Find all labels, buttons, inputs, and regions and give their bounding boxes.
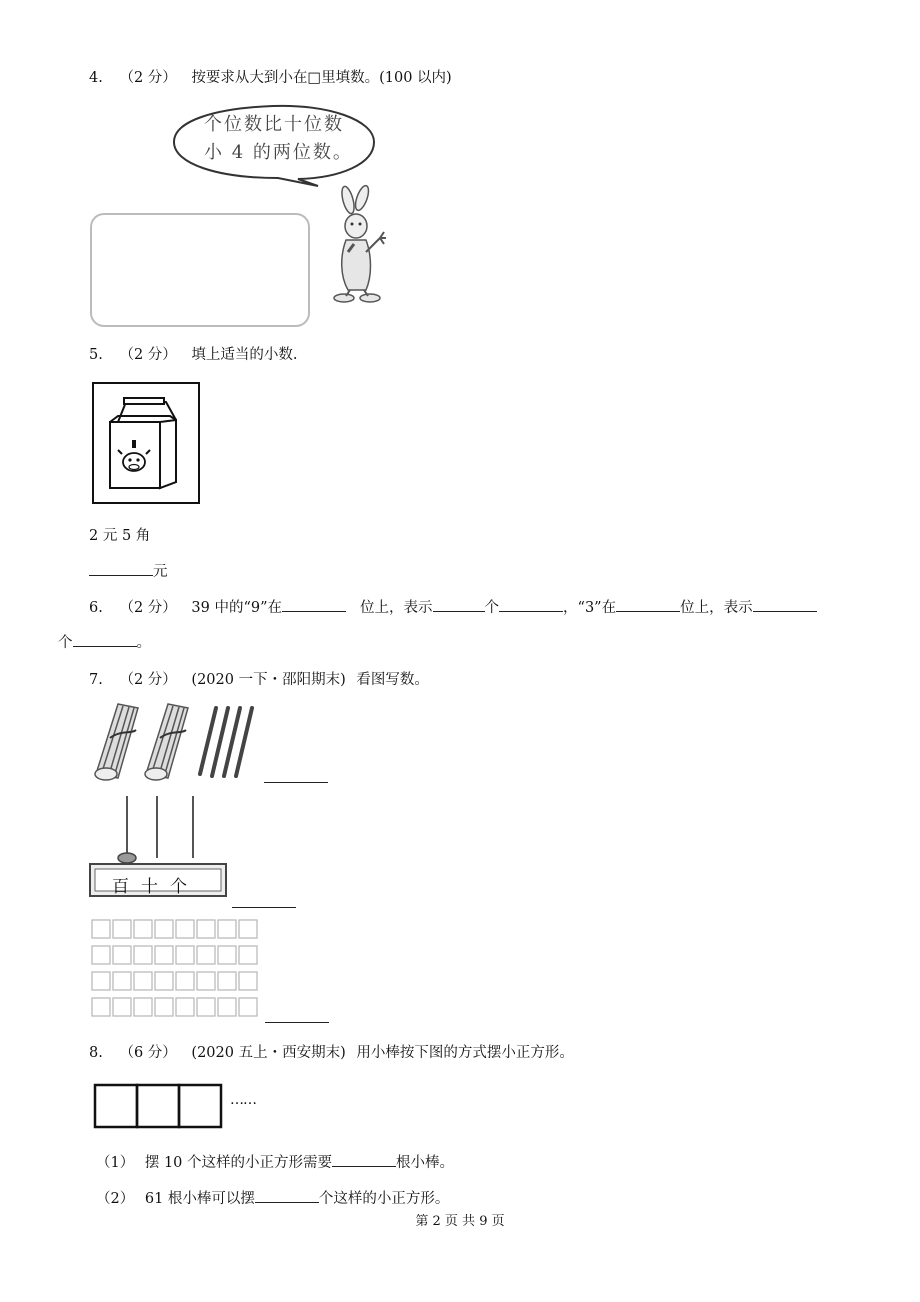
bubble-line-1: 个位数比十位数 [204,114,344,135]
q6-part-1: 39 中的“9”在 [191,600,283,616]
q6-blank-3[interactable] [499,597,563,612]
q5-header [89,343,298,364]
q4-header [89,66,452,87]
q8-number: 8. [89,1045,103,1061]
q6-part-3: 个 [484,600,500,616]
bubble-line-2: 小 4 的两位数。 [204,142,353,163]
q7-header [89,668,429,689]
q6-blank-6[interactable] [73,632,137,647]
q6-part-6: 个 [58,635,73,651]
q7-question-text: 看图写数。 [356,672,429,688]
q7-number: 7. [89,672,103,688]
q4-score: （2 分） [119,70,177,86]
stick-squares-icon [93,1083,229,1129]
q7-blank-1[interactable] [264,782,328,783]
milk-carton-icon [104,396,184,492]
q8-sub-2-text-a: 61 根小棒可以摆 [144,1191,255,1207]
q6-blank-2[interactable] [433,597,485,612]
q6-part-5: 位上，表示 [680,600,753,616]
q7-source: (2020 一下・邵阳期末) [191,672,346,688]
q5-question-text: 填上适当的小数. [191,347,298,363]
q6-part-2: 位上，表示 [360,600,433,616]
q7-blank-3[interactable] [265,1022,329,1023]
q8-sub-2-number: （2） [96,1191,135,1207]
q8-sub-1-text-b: 根小棒。 [396,1155,455,1171]
q5-unit: 元 [153,564,168,580]
page-footer: 第 2 页 共 9 页 [415,1214,505,1229]
q8-sub-2 [96,1187,449,1208]
q8-dots: …… [230,1092,256,1108]
q6-part-7: 。 [136,635,151,651]
q8-sub-1-text-a: 摆 10 个这样的小正方形需要 [144,1155,333,1171]
q8-blank-1[interactable] [332,1152,396,1167]
q5-answer [89,560,168,581]
abacus-labels [112,872,199,897]
square-grid-icon [90,918,262,1022]
q8-header [89,1041,574,1062]
q8-sub-1 [96,1151,454,1172]
rabbit-icon [330,186,390,310]
q4-question-text: 按要求从大到小在□里填数。(100 以内) [191,70,452,86]
abacus-label-tens: 十 [141,877,170,897]
q6-number: 6. [89,600,103,616]
q7-score: （2 分） [119,672,177,688]
abacus-label-hundreds: 百 [112,877,141,897]
q6-blank-4[interactable] [616,597,680,612]
q5-blank[interactable] [89,561,153,576]
q6-blank-1[interactable] [282,597,346,612]
stick-bundles-icon [92,700,267,782]
abacus-label-ones: 个 [170,877,199,897]
q8-sub-2-text-b: 个这样的小正方形。 [318,1191,450,1207]
q5-score: （2 分） [119,347,177,363]
q8-score: （6 分） [119,1045,177,1061]
q7-blank-2[interactable] [232,907,296,908]
q8-blank-2[interactable] [255,1188,319,1203]
q5-price: 2 元 5 角 [89,528,151,544]
q8-question-text: 用小棒按下图的方式摆小正方形。 [356,1045,574,1061]
q6-part-4: ，“3”在 [563,600,617,616]
q4-answer-box[interactable] [90,213,310,327]
q8-source: (2020 五上・西安期末) [191,1045,346,1061]
q4-number: 4. [89,70,103,86]
q5-number: 5. [89,347,103,363]
q6-blank-5[interactable] [753,597,817,612]
q8-sub-1-number: （1） [96,1155,135,1171]
q6-score: （2 分） [119,600,177,616]
q6-line-1 [89,596,817,617]
q6-line-2 [58,631,151,652]
